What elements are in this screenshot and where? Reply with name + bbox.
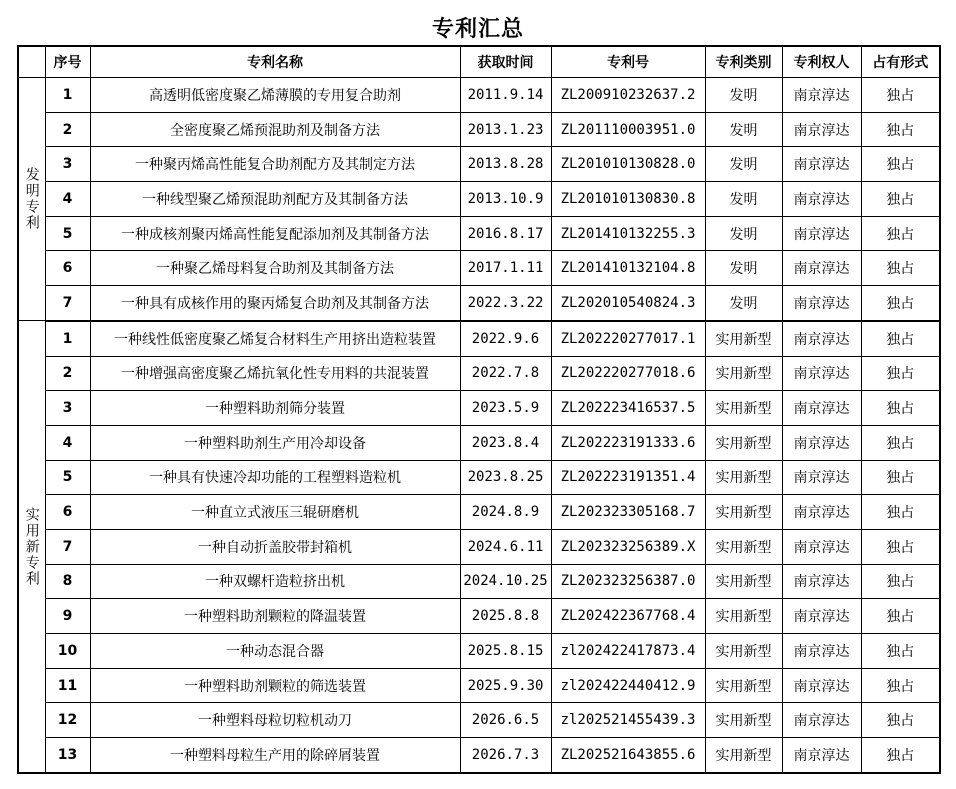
- patent-number: ZL201410132104.8: [551, 251, 705, 286]
- category-label: 实用新专利: [18, 321, 45, 773]
- table-row: [18, 112, 940, 147]
- ownership-form: 独占: [861, 703, 940, 738]
- patent-number: zl202422440412.9: [551, 668, 705, 703]
- patent-type: 实用新型: [705, 460, 782, 495]
- ownership-form: 独占: [861, 738, 940, 773]
- row-index: 5: [45, 216, 90, 251]
- patent-number: zl202422417873.4: [551, 634, 705, 669]
- header-date: 获取时间: [460, 46, 551, 78]
- table-row: [18, 321, 940, 356]
- ownership-form: 独占: [861, 564, 940, 599]
- patent-number: ZL202422367768.4: [551, 599, 705, 634]
- patent-number: ZL202010540824.3: [551, 286, 705, 321]
- row-index: 10: [45, 634, 90, 669]
- patent-type: 发明: [705, 216, 782, 251]
- patent-number: ZL200910232637.2: [551, 78, 705, 113]
- patent-owner: 南京淳达: [782, 286, 861, 321]
- patent-name: 一种塑料助剂颗粒的降温装置: [90, 599, 460, 634]
- patent-name: 全密度聚乙烯预混助剂及制备方法: [90, 112, 460, 147]
- acquired-date: 2023.5.9: [460, 391, 551, 426]
- row-index: 13: [45, 738, 90, 773]
- acquired-date: 2025.9.30: [460, 668, 551, 703]
- row-index: 4: [45, 425, 90, 460]
- patent-owner: 南京淳达: [782, 356, 861, 391]
- patent-owner: 南京淳达: [782, 529, 861, 564]
- patent-type: 实用新型: [705, 425, 782, 460]
- row-index: 12: [45, 703, 90, 738]
- patent-type: 发明: [705, 112, 782, 147]
- patent-owner: 南京淳达: [782, 425, 861, 460]
- patent-name: 一种具有成核作用的聚丙烯复合助剂及其制备方法: [90, 286, 460, 321]
- table-row: [18, 182, 940, 217]
- acquired-date: 2024.8.9: [460, 495, 551, 530]
- acquired-date: 2025.8.15: [460, 634, 551, 669]
- acquired-date: 2023.8.4: [460, 425, 551, 460]
- patent-owner: 南京淳达: [782, 599, 861, 634]
- ownership-form: 独占: [861, 321, 940, 356]
- patent-name: 一种成核剂聚丙烯高性能复配添加剂及其制备方法: [90, 216, 460, 251]
- ownership-form: 独占: [861, 391, 940, 426]
- row-index: 8: [45, 564, 90, 599]
- acquired-date: 2024.10.25: [460, 564, 551, 599]
- table-row: [18, 425, 940, 460]
- patent-name: 一种塑料助剂颗粒的筛选装置: [90, 668, 460, 703]
- acquired-date: 2016.8.17: [460, 216, 551, 251]
- table-row: [18, 738, 940, 773]
- patent-owner: 南京淳达: [782, 703, 861, 738]
- patent-owner: 南京淳达: [782, 391, 861, 426]
- patent-name: 一种动态混合器: [90, 634, 460, 669]
- table-row: [18, 668, 940, 703]
- patent-type: 实用新型: [705, 564, 782, 599]
- row-index: 3: [45, 391, 90, 426]
- header-ownership-form: 占有形式: [861, 46, 940, 78]
- row-index: 5: [45, 460, 90, 495]
- row-index: 9: [45, 599, 90, 634]
- patent-name: 一种具有快速冷却功能的工程塑料造粒机: [90, 460, 460, 495]
- ownership-form: 独占: [861, 251, 940, 286]
- patent-owner: 南京淳达: [782, 112, 861, 147]
- table-row: [18, 286, 940, 321]
- ownership-form: 独占: [861, 460, 940, 495]
- row-index: 2: [45, 356, 90, 391]
- row-index: 7: [45, 529, 90, 564]
- table-row: [18, 599, 940, 634]
- patent-number: ZL202223416537.5: [551, 391, 705, 426]
- row-index: 3: [45, 147, 90, 182]
- patent-number: ZL202220277018.6: [551, 356, 705, 391]
- patent-type: 实用新型: [705, 356, 782, 391]
- patent-name: 一种塑料助剂生产用冷却设备: [90, 425, 460, 460]
- patent-type: 发明: [705, 78, 782, 113]
- patent-name: 高透明低密度聚乙烯薄膜的专用复合助剂: [90, 78, 460, 113]
- acquired-date: 2026.6.5: [460, 703, 551, 738]
- ownership-form: 独占: [861, 529, 940, 564]
- row-index: 4: [45, 182, 90, 217]
- table-header-row: [18, 46, 940, 78]
- table-row: [18, 356, 940, 391]
- patent-number: ZL201010130828.0: [551, 147, 705, 182]
- ownership-form: 独占: [861, 182, 940, 217]
- patent-type: 实用新型: [705, 599, 782, 634]
- row-index: 6: [45, 251, 90, 286]
- patent-name: 一种聚乙烯母料复合助剂及其制备方法: [90, 251, 460, 286]
- header-index: 序号: [45, 46, 90, 78]
- ownership-form: 独占: [861, 495, 940, 530]
- table-row: [18, 391, 940, 426]
- patent-number: ZL202220277017.1: [551, 321, 705, 356]
- patent-name: 一种线性低密度聚乙烯复合材料生产用挤出造粒装置: [90, 321, 460, 356]
- patent-type: 实用新型: [705, 634, 782, 669]
- table-row: [18, 703, 940, 738]
- table-row: [18, 251, 940, 286]
- patent-number: ZL201010130830.8: [551, 182, 705, 217]
- patent-name: 一种直立式液压三辊研磨机: [90, 495, 460, 530]
- header-category: [18, 46, 45, 78]
- patent-type: 实用新型: [705, 738, 782, 773]
- acquired-date: 2025.8.8: [460, 599, 551, 634]
- header-patent-number: 专利号: [551, 46, 705, 78]
- patent-name: 一种双螺杆造粒挤出机: [90, 564, 460, 599]
- patent-name: 一种线型聚乙烯预混助剂配方及其制备方法: [90, 182, 460, 217]
- patent-owner: 南京淳达: [782, 460, 861, 495]
- acquired-date: 2013.1.23: [460, 112, 551, 147]
- patent-table: [17, 45, 941, 774]
- ownership-form: 独占: [861, 147, 940, 182]
- patent-type: 实用新型: [705, 495, 782, 530]
- patent-number: ZL202323305168.7: [551, 495, 705, 530]
- table-row: [18, 564, 940, 599]
- patent-number: zl202521455439.3: [551, 703, 705, 738]
- patent-type: 实用新型: [705, 391, 782, 426]
- ownership-form: 独占: [861, 112, 940, 147]
- patent-number: ZL202521643855.6: [551, 738, 705, 773]
- patent-type: 实用新型: [705, 668, 782, 703]
- patent-type: 实用新型: [705, 703, 782, 738]
- patent-owner: 南京淳达: [782, 321, 861, 356]
- ownership-form: 独占: [861, 356, 940, 391]
- ownership-form: 独占: [861, 599, 940, 634]
- patent-type: 发明: [705, 251, 782, 286]
- patent-type: 实用新型: [705, 529, 782, 564]
- table-body: [18, 78, 940, 773]
- patent-owner: 南京淳达: [782, 216, 861, 251]
- table-row: [18, 529, 940, 564]
- table-row: [18, 495, 940, 530]
- patent-owner: 南京淳达: [782, 668, 861, 703]
- ownership-form: 独占: [861, 668, 940, 703]
- header-patent-type: 专利类别: [705, 46, 782, 78]
- row-index: 1: [45, 321, 90, 356]
- patent-owner: 南京淳达: [782, 251, 861, 286]
- row-index: 7: [45, 286, 90, 321]
- table-row: [18, 147, 940, 182]
- patent-owner: 南京淳达: [782, 634, 861, 669]
- patent-number: ZL201410132255.3: [551, 216, 705, 251]
- acquired-date: 2024.6.11: [460, 529, 551, 564]
- patent-number: ZL202323256389.X: [551, 529, 705, 564]
- patent-type: 发明: [705, 182, 782, 217]
- patent-name: 一种塑料助剂筛分装置: [90, 391, 460, 426]
- patent-number: ZL202223191351.4: [551, 460, 705, 495]
- patent-owner: 南京淳达: [782, 495, 861, 530]
- acquired-date: 2017.1.11: [460, 251, 551, 286]
- patent-type: 发明: [705, 286, 782, 321]
- header-patent-name: 专利名称: [90, 46, 460, 78]
- acquired-date: 2026.7.3: [460, 738, 551, 773]
- ownership-form: 独占: [861, 634, 940, 669]
- row-index: 6: [45, 495, 90, 530]
- table-row: [18, 460, 940, 495]
- acquired-date: 2013.8.28: [460, 147, 551, 182]
- patent-owner: 南京淳达: [782, 564, 861, 599]
- ownership-form: 独占: [861, 216, 940, 251]
- patent-owner: 南京淳达: [782, 182, 861, 217]
- acquired-date: 2011.9.14: [460, 78, 551, 113]
- patent-owner: 南京淳达: [782, 738, 861, 773]
- acquired-date: 2023.8.25: [460, 460, 551, 495]
- patent-number: ZL202223191333.6: [551, 425, 705, 460]
- patent-type: 实用新型: [705, 321, 782, 356]
- category-label: 发明专利: [18, 78, 45, 321]
- row-index: 2: [45, 112, 90, 147]
- patent-name: 一种塑料母粒生产用的除碎屑装置: [90, 738, 460, 773]
- acquired-date: 2022.9.6: [460, 321, 551, 356]
- table-row: [18, 216, 940, 251]
- page-title: 专利汇总: [431, 16, 524, 42]
- ownership-form: 独占: [861, 425, 940, 460]
- row-index: 11: [45, 668, 90, 703]
- ownership-form: 独占: [861, 78, 940, 113]
- ownership-form: 独占: [861, 286, 940, 321]
- row-index: 1: [45, 78, 90, 113]
- patent-owner: 南京淳达: [782, 78, 861, 113]
- patent-owner: 南京淳达: [782, 147, 861, 182]
- acquired-date: 2022.3.22: [460, 286, 551, 321]
- acquired-date: 2013.10.9: [460, 182, 551, 217]
- table-row: [18, 78, 940, 113]
- acquired-date: 2022.7.8: [460, 356, 551, 391]
- patent-number: ZL201110003951.0: [551, 112, 705, 147]
- header-owner: 专利权人: [782, 46, 861, 78]
- patent-number: ZL202323256387.0: [551, 564, 705, 599]
- patent-name: 一种自动折盖胶带封箱机: [90, 529, 460, 564]
- patent-type: 发明: [705, 147, 782, 182]
- patent-name: 一种增强高密度聚乙烯抗氧化性专用料的共混装置: [90, 356, 460, 391]
- patent-name: 一种聚丙烯高性能复合助剂配方及其制定方法: [90, 147, 460, 182]
- patent-name: 一种塑料母粒切粒机动刀: [90, 703, 460, 738]
- table-row: [18, 634, 940, 669]
